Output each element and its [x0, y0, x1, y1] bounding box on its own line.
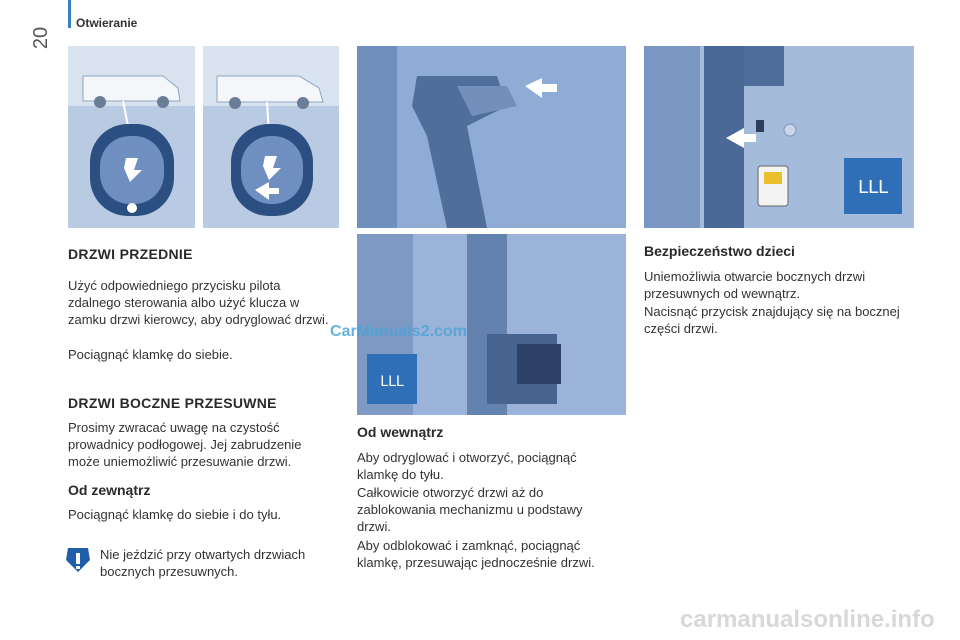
watermark-carmanualsonline: carmanualsonline.info: [680, 606, 935, 633]
inside-handle-illustration: [357, 46, 626, 228]
warning-icon: [64, 546, 92, 574]
child-safety-illustration: [644, 46, 914, 228]
child-safety-heading: Bezpieczeństwo dzieci: [644, 243, 795, 259]
section-title: Otwieranie: [76, 16, 138, 30]
warning-note: [64, 542, 324, 582]
inside-paragraph-1: Aby odryglować i otworzyć, pociągnąć klamkę do tyłu.: [357, 450, 577, 482]
door-handle-interior-icon: [357, 46, 626, 228]
sliding-doors-paragraph: Prosimy zwracać uwagę na czystość prowadnicy podłogowej. Jej zabrudzenie może uniemożliwić przesuwanie drzwi.: [68, 420, 302, 469]
inside-paragraph-3: Aby odblokować i zamknąć, pociągnąć klamkę, przesuwając jednocześnie drzwi.: [357, 538, 595, 570]
section-accent-bar: [68, 0, 71, 28]
front-doors-heading: DRZWI PRZEDNIE: [68, 246, 193, 262]
front-door-illustration: [68, 46, 195, 228]
sliding-doors-heading: DRZWI BOCZNE PRZESUWNE: [68, 395, 277, 411]
outside-heading: Od zewnątrz: [68, 482, 151, 498]
child-lock-icon: [644, 46, 914, 228]
inside-paragraph-2: Całkowicie otworzyć drzwi aż do zablokowania mechanizmu u podstawy drzwi.: [357, 485, 583, 534]
front-doors-paragraph-1: Użyć odpowiedniego przycisku pilota zdalnego sterowania albo użyć klucza w zamku drzwi kierowcy, aby odryglować drzwi.: [68, 278, 329, 327]
outside-paragraph: Pociągnąć klamkę do siebie i do tyłu.: [68, 507, 282, 522]
sliding-door-illustration: [203, 46, 339, 228]
watermark-carmanuals: CarManuals2.com: [330, 323, 467, 340]
warning-text: Nie jeździć przy otwartych drzwiach bocznych przesuwnych.: [100, 547, 306, 579]
front-doors-paragraph-2: Pociągnąć klamkę do siebie.: [68, 347, 233, 362]
child-safety-paragraph-2: Nacisnąć przycisk znajdujący się na bocznej części drzwi.: [644, 304, 900, 336]
child-safety-paragraph-1: Uniemożliwia otwarcie bocznych drzwi przesuwnych od wewnątrz.: [644, 269, 866, 301]
van-front-view-icon: [68, 46, 195, 228]
van-side-view-icon: [203, 46, 339, 228]
page-number: 20: [30, 26, 52, 50]
inside-heading: Od wewnątrz: [357, 424, 444, 440]
svg-text:ⅬⅬⅬ: ⅬⅬⅬ: [857, 177, 889, 198]
svg-text:ⅬⅬⅬ: ⅬⅬⅬ: [380, 374, 404, 390]
